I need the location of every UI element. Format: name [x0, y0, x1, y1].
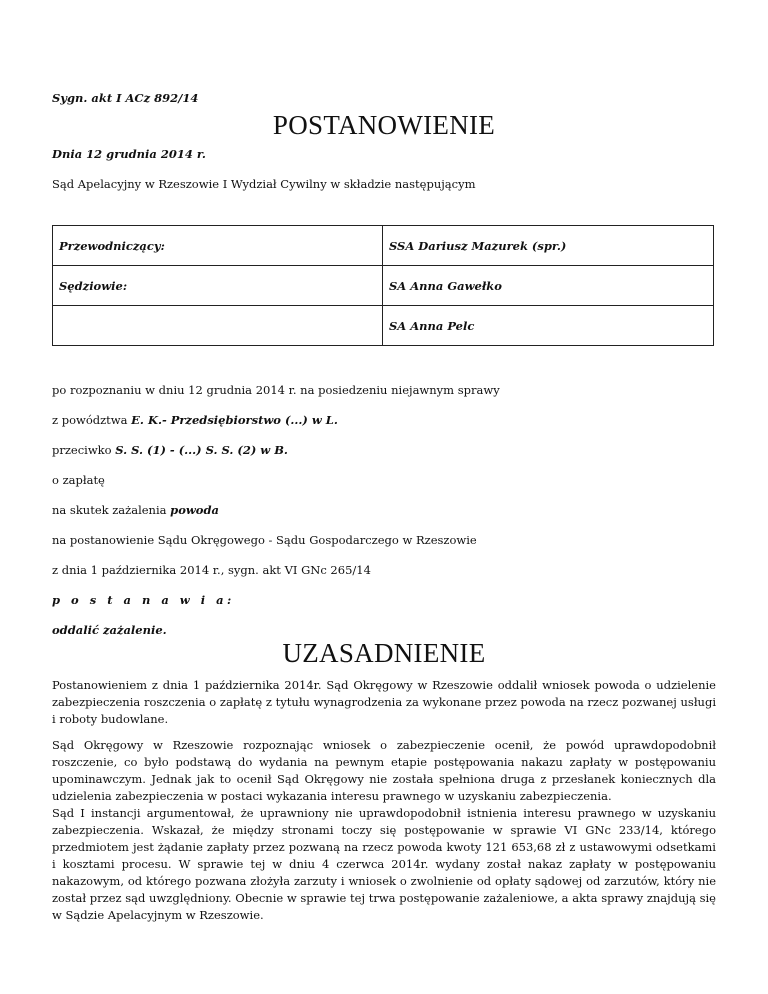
justification-title: UZASADNIENIE	[282, 638, 486, 668]
justification-paragraph: Postanowieniem z dnia 1 października 2014r. Sąd Okręgowy w Rzeszowie oddalił wniosek powoda o udzielenie zabezpieczenia roszczenia o zapłatę z tytułu wynagrodzenia za wykonane przez powoda na rzecz pozwanej usługi i roboty budowlane.	[52, 678, 716, 726]
plaintiff-name: E. K.- Przedsiębiorstwo (...) w L.	[131, 413, 338, 427]
hearing-info: po rozpoznaniu w dniu 12 grudnia 2014 r. na posiedzeniu niejawnym sprawy	[52, 383, 500, 397]
defendant-line	[52, 443, 288, 458]
panel-role: Przewodniczący:	[53, 226, 383, 266]
justification-paragraph: Sąd I instancji argumentował, że uprawniony nie uprawdopodobnił istnienia interesu prawnego w uzyskaniu zabezpieczenia. Wskazał, że między stronami toczy się postępowanie w sprawie VI GNc 233/14, którego przedmiotem jest żądanie zapłaty przez pozwaną na rzecz powoda kwoty 121 653,68 zł z ustawowymi odsetkami i kosztami procesu. W sprawie tej w dniu 4 czerwca 2014r. wydany został nakaz zapłaty w postępowaniu nakazowym, od którego pozwana złożyła zarzuty i wniosek o zwolnienie od opłaty sądowej od zarzutów, który nie został przez sąd uwzględniony. Obecnie w sprawie tej trwa postępowanie zażaleniowe, a akta sprawy znajdują się w Sądzie Apelacyjnym w Rzeszowie.	[52, 806, 716, 922]
plaintiff-line	[52, 413, 338, 428]
panel-role: Sędziowie:	[53, 266, 383, 306]
panel-role	[53, 306, 383, 346]
decides-heading: p o s t a n a w i a:	[52, 593, 235, 607]
appealed-decision-date: z dnia 1 października 2014 r., sygn. akt VI GNc 265/14	[52, 563, 371, 577]
defendant-name: S. S. (1) - (...) S. S. (2) w B.	[115, 443, 288, 457]
table-row	[53, 226, 714, 266]
court-composition-intro: Sąd Apelacyjny w Rzeszowie I Wydział Cywilny w składzie następującym	[52, 177, 476, 191]
ruling: oddalić zażalenie.	[52, 623, 167, 637]
complaint-prefix: na skutek zażalenia	[52, 503, 171, 517]
table-row	[53, 266, 714, 306]
panel-judge-name: SA Anna Gawełko	[383, 266, 714, 306]
case-signature: Sygn. akt I ACz 892/14	[52, 91, 199, 105]
complaint-party: powoda	[170, 503, 219, 517]
justification-paragraph: Sąd Okręgowy w Rzeszowie rozpoznając wniosek o zabezpieczenie ocenił, że powód uprawdopodobnił roszczenie, co było podstawą do wydania na pewnym etapie postępowania nakazu zapłaty w postępowaniu upominawczym. Jednak jak to ocenił Sąd Okręgowy nie została spełniona druga z przesłanek koniecznych dla udzielenia zabezpieczenia w postaci wykazania interesu prawnego w uzyskaniu zabezpieczenia.	[52, 738, 716, 803]
decision-date: Dnia 12 grudnia 2014 r.	[52, 147, 206, 161]
appealed-decision: na postanowienie Sądu Okręgowego - Sądu Gospodarczego w Rzeszowie	[52, 533, 477, 547]
panel-judge-name: SSA Dariusz Mazurek (spr.)	[383, 226, 714, 266]
table-row	[53, 306, 714, 346]
complaint-line	[52, 503, 219, 518]
defendant-prefix: przeciwko	[52, 443, 116, 457]
panel-judge-name: SA Anna Pelc	[383, 306, 714, 346]
document-title: POSTANOWIENIE	[272, 110, 496, 140]
judges-panel-table	[52, 225, 714, 346]
case-subject: o zapłatę	[52, 473, 105, 487]
plaintiff-prefix: z powództwa	[52, 413, 132, 427]
